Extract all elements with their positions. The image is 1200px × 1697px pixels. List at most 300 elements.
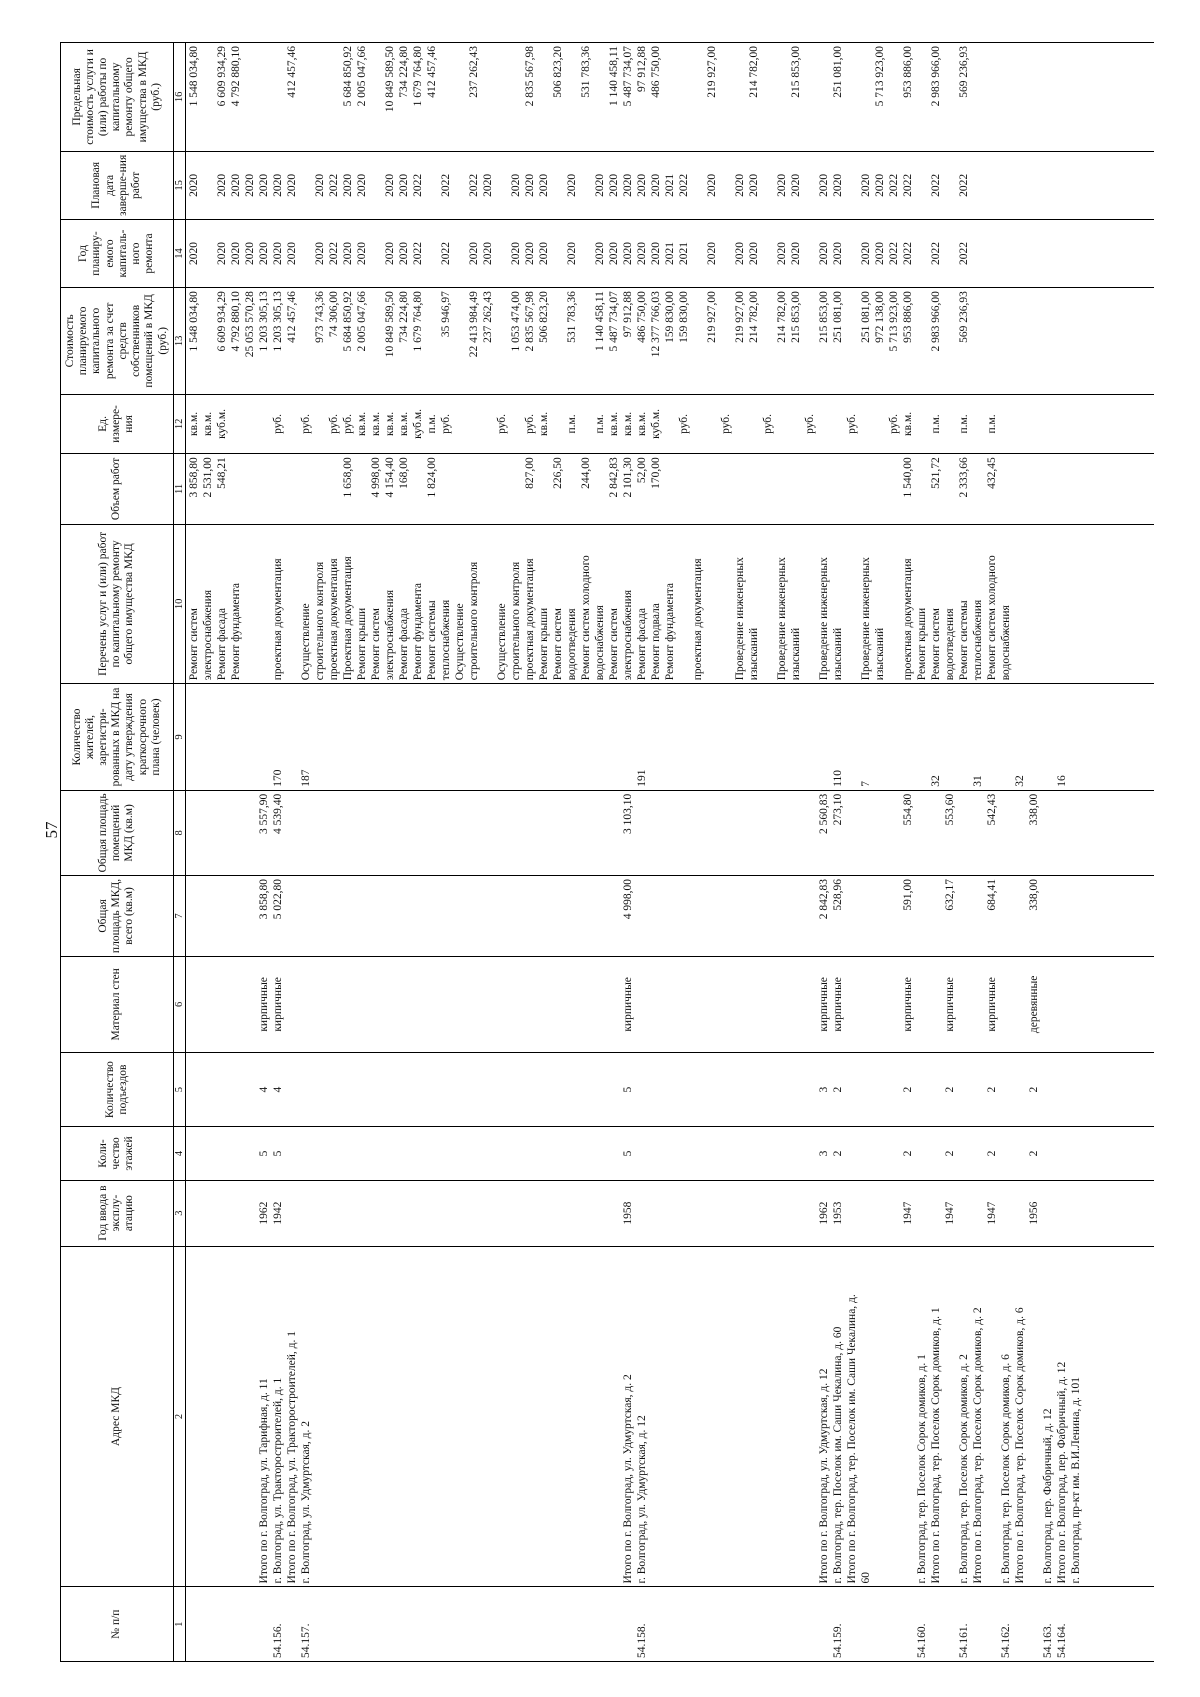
cell-line: 4 539,40 [271,793,284,835]
cell-line: 1947 [985,1201,998,1225]
cell-line: 226,50 [551,457,564,489]
premises-area-cell [185,790,1154,875]
cell-line [1083,291,1097,391]
cell-line [369,223,383,284]
cell-line [509,46,523,148]
cell-line [887,1590,901,1658]
cell-line: 2020 [355,242,368,266]
cell-line [1069,794,1083,872]
header-cell: Предельная стоимость услуги и (или) работы по капитальному ремонту общего имущества в МКД (руб.) [61,43,174,152]
cell-line [677,46,691,148]
rotated-table-wrapper [60,42,1180,1662]
cell-line [677,794,691,872]
cell-line [957,794,971,872]
cell-line: 2022 [887,173,900,197]
cell-line: 5 487 734,07 [621,46,634,107]
cell-line [705,879,719,953]
cell-line: г. Волгоград, пер. Фабричный, д. 12 [1041,1408,1054,1584]
cell-line [537,1250,551,1584]
cell-line: Проведение инженерных [817,557,830,681]
cell-line [663,1590,677,1658]
cell-line [999,223,1013,284]
cell-line [369,1130,383,1176]
cell-line: 2020 [789,173,802,197]
cell-line [411,960,425,1049]
cell-line [817,46,831,148]
cell-line [523,879,537,953]
cell-line [313,794,327,872]
address-cell [185,1246,1154,1587]
cell-line [1125,1130,1139,1176]
cell-line: руб. [299,413,312,434]
cell-line [439,1590,453,1658]
cell-line [397,1130,411,1176]
cell-line: 31 [971,775,984,787]
header-cell: Стоимость планируемого капитального ремонта за счет средств собственников помещений в МКД (руб.) [61,288,174,395]
cell-line [509,687,523,787]
cell-line [677,528,691,681]
cell-line [957,1184,971,1243]
cell-line: 2020 [607,173,620,197]
cell-line: 1 203 305,13 [257,291,270,352]
cell-line: 273,10 [831,793,844,826]
header-cell: Год ввода в эксплу-атацию [61,1180,174,1246]
cell-line [705,1130,719,1176]
cell-line: 1947 [901,1201,914,1225]
header-cell: № п/п [61,1587,174,1662]
cell-line [999,46,1013,148]
cell-line: 2020 [313,173,326,197]
cell-line [1055,223,1069,284]
cell-line: 2020 [831,242,844,266]
cell-line [719,1056,733,1124]
cell-line [621,687,635,787]
cell-line [1055,1184,1069,1243]
cell-line [1041,1056,1055,1124]
cell-line [453,1130,467,1176]
cell-line: 542,43 [985,793,998,826]
cell-line [439,1056,453,1124]
cell-line [243,398,257,451]
cell-line [1013,528,1027,681]
cell-line [495,879,509,953]
max-cost-cell [185,43,1154,152]
cell-line [1111,1056,1125,1124]
cell-line [691,879,705,953]
cell-line [733,1250,747,1584]
cell-line [789,879,803,953]
cell-line [243,1184,257,1243]
cell-line: 2020 [859,242,872,266]
cell-line [509,1250,523,1584]
cell-line [229,687,243,787]
cell-line [859,960,873,1049]
cell-line [369,960,383,1049]
cell-line [999,398,1013,451]
cell-line: строительного контроля [509,561,522,681]
cell-line: 2020 [733,173,746,197]
cell-line [369,46,383,148]
cell-line [789,1590,803,1658]
cell-line [747,879,761,953]
cell-line [467,879,481,953]
cell-line [971,879,985,953]
cell-line: кирпичные [985,977,998,1032]
cell-line: 2 560,83 [817,793,830,835]
cell-line [663,794,677,872]
cell-line [593,457,607,520]
cell-line [593,794,607,872]
cell-line [397,1056,411,1124]
cell-line [313,960,327,1049]
cell-line: 2020 [635,242,648,266]
cell-line [1013,1130,1027,1176]
cell-line: проектная документация [691,558,704,681]
cell-line [775,46,789,148]
cell-line: п.м. [593,414,606,434]
cell-line [285,687,299,787]
cell-line [509,1056,523,1124]
cell-line [971,291,985,391]
cell-line: 237 262,43 [481,291,494,343]
cell-line [1083,528,1097,681]
cell-line [215,960,229,1049]
cell-line [299,155,313,216]
cell-line [537,687,551,787]
cell-line [383,794,397,872]
cell-line: п.м. [957,414,970,434]
cell-line [873,398,887,451]
cell-line [845,457,859,520]
cell-line [817,398,831,451]
cell-line [565,879,579,953]
cell-line [971,1056,985,1124]
cell-line [789,457,803,520]
cell-line: 338,00 [1027,793,1040,826]
cell-line: кирпичные [271,977,284,1032]
cell-line [1097,1250,1111,1584]
cell-line [1013,155,1027,216]
cell-line [957,687,971,787]
cell-line [635,1130,649,1176]
cell-line: 1962 [817,1201,830,1225]
cell-line [565,457,579,520]
cell-line [1069,687,1083,787]
cell-line [985,1250,999,1584]
cell-line: Итого по г. Волгоград, ул. Удмуртская, д. 12 [817,1368,830,1584]
cell-line [201,155,215,216]
cell-line: электроснабжения [201,589,214,681]
cell-line: 2022 [929,242,942,266]
column-number: 1 [173,1587,185,1662]
cell-line [789,1184,803,1243]
floors-cell [185,1127,1154,1180]
cell-line [1013,794,1027,872]
cell-line: 2020 [775,173,788,197]
cell-line [509,1130,523,1176]
cell-line: 5 684 850,92 [341,46,354,107]
cell-line [383,960,397,1049]
cell-line [411,1130,425,1176]
cell-line [495,1250,509,1584]
cell-line [971,960,985,1049]
cell-line [859,1056,873,1124]
cell-line [677,1184,691,1243]
cell-line [579,1250,593,1584]
cell-line [313,879,327,953]
cell-line [943,457,957,520]
cell-line: п.м. [985,414,998,434]
cell-line [873,1130,887,1176]
cell-line: деревянные [1027,975,1040,1034]
cell-line [691,1130,705,1176]
cell-line [565,1250,579,1584]
cell-line [1027,398,1041,451]
cell-line [215,1250,229,1584]
cell-line: 2020 [789,242,802,266]
cell-line: 2 835 567,98 [523,46,536,107]
cell-line: 734 224,80 [397,291,410,343]
cell-line: 4 [271,1086,284,1093]
column-number: 2 [173,1246,185,1587]
cell-line: проектная документация [327,558,340,681]
cell-line: 110 [831,769,844,787]
cell-line: руб. [523,413,536,434]
cell-line [607,794,621,872]
cell-line: руб. [845,413,858,434]
cell-line: 2022 [411,242,424,266]
cell-line [509,398,523,451]
cell-line [369,1056,383,1124]
cell-line [229,457,243,520]
cell-line: п.м. [565,414,578,434]
cell-line [761,223,775,284]
cell-line: руб. [327,413,340,434]
cell-line [299,960,313,1049]
cell-line [761,1184,775,1243]
cell-line [299,1130,313,1176]
cell-line: водоотведения [565,608,578,681]
cell-line [495,457,509,520]
cell-line [957,1130,971,1176]
cell-line [1069,223,1083,284]
cell-line [453,1590,467,1658]
cell-line: 2020 [733,242,746,266]
cell-line [859,1130,873,1176]
cell-line [1083,1250,1097,1584]
cell-line [299,794,313,872]
cell-line [593,1590,607,1658]
cell-line: п.м. [425,414,438,434]
cell-line [551,155,565,216]
cell-line: 2020 [229,173,242,197]
cell-line [1041,1184,1055,1243]
cell-line [999,687,1013,787]
cell-line [579,1184,593,1243]
cell-line: 251 081,00 [831,46,844,98]
cell-line [803,879,817,953]
cell-line: Итого по г. Волгоград, ул. Удмуртская, д. 2 [621,1374,634,1584]
cell-line [789,398,803,451]
cell-line: 1953 [831,1201,844,1225]
year-built-cell [185,1180,1154,1246]
cell-line [1055,879,1069,953]
cell-line [915,398,929,451]
cell-line: 553,60 [943,793,956,826]
cell-line [299,46,313,148]
cell-line [971,1590,985,1658]
cell-line: кирпичные [943,977,956,1032]
cell-line: г. Волгоград, пр-кт им. В.И.Ленина, д. 101 [1069,1376,1082,1584]
cell-line [313,1590,327,1658]
cell-line [1083,879,1097,953]
cell-line [999,794,1013,872]
cell-line [257,398,271,451]
cell-line [285,528,299,681]
cell-line [215,687,229,787]
cell-line [551,794,565,872]
cell-line [467,1184,481,1243]
cell-line [943,46,957,148]
cell-line [481,687,495,787]
cell-line: 5 713 923,00 [887,291,900,352]
cell-line: 1956 [1027,1201,1040,1225]
cell-line [1111,1590,1125,1658]
cell-line: 2020 [831,173,844,197]
column-number-row [173,43,185,1662]
cell-line: 2020 [397,242,410,266]
cell-line: 251 081,00 [859,291,872,343]
cell-line: 2 [831,1086,844,1093]
cell-line [299,1056,313,1124]
cell-line: 2020 [383,173,396,197]
cell-line: 2020 [649,173,662,197]
cell-line: теплоснабжения [971,599,984,681]
cell-line [1069,398,1083,451]
cell-line [985,687,999,787]
cell-line: электроснабжения [621,589,634,681]
cell-line: руб. [271,413,284,434]
cell-line: 2021 [663,242,676,266]
cell-line [803,223,817,284]
cell-line [551,1130,565,1176]
cell-line [761,457,775,520]
cell-line: изысканий [789,627,802,681]
cell-line [957,960,971,1049]
cell-line: 4 792 880,10 [229,291,242,352]
cell-line [1055,291,1069,391]
cell-line [495,794,509,872]
cell-line: 2020 [341,173,354,197]
cell-line: Итого по г. Волгоград, ул. Тарифная, д. 11 [257,1378,270,1584]
cell-line [1097,155,1111,216]
cell-line: Ремонт фундамента [229,583,242,681]
cell-line: 2 [943,1086,956,1093]
cell-line: 32 [1013,775,1026,787]
cell-line: 2020 [859,173,872,197]
cell-line: 1 679 764,80 [411,46,424,107]
cell-line [1013,879,1027,953]
cell-line: 2020 [705,242,718,266]
column-number: 8 [173,790,185,875]
cell-line [1013,223,1027,284]
cell-line [1055,528,1069,681]
cell-line [537,879,551,953]
cell-line [929,1590,943,1658]
cell-line [803,1130,817,1176]
cell-line [355,960,369,1049]
cell-line [887,687,901,787]
cell-line [453,223,467,284]
cell-line [775,457,789,520]
cell-line [229,1184,243,1243]
cell-line: 219 927,00 [705,291,718,343]
cell-line: 632,17 [943,879,956,911]
cell-line [873,457,887,520]
cell-line [803,794,817,872]
cell-line [691,1056,705,1124]
cell-line [327,46,341,148]
cell-line [649,1184,663,1243]
cell-line [733,1184,747,1243]
cell-line [915,960,929,1049]
cell-line [719,960,733,1049]
volume-cell [185,454,1154,524]
cell-line [537,960,551,1049]
cell-line: Итого по г. Волгоград, тер. Поселок Сорок домиков, д. 6 [1013,1307,1026,1584]
cell-line: кирпичные [257,977,270,1032]
cell-line: 2 [985,1086,998,1093]
cell-line [565,960,579,1049]
cell-line [355,1184,369,1243]
cell-line [495,687,509,787]
cell-line [593,1250,607,1584]
cell-line [355,794,369,872]
cell-line: проектная документация [523,558,536,681]
cell-line [649,1056,663,1124]
cell-line [677,1056,691,1124]
cell-line [691,291,705,391]
cell-line: 2020 [817,173,830,197]
header-cell: Перечень услуг и (или) работ по капитальному ремонту общего имущества МКД [61,524,174,684]
cell-line: 54.162. [999,1623,1012,1658]
cell-line [495,1184,509,1243]
cell-line [579,155,593,216]
cell-line [859,46,873,148]
cell-line: Ремонт фундамента [663,583,676,681]
cell-line [229,1590,243,1658]
cell-line [299,291,313,391]
cell-line [523,1590,537,1658]
cell-line [999,960,1013,1049]
cell-line [299,223,313,284]
cell-line [551,1056,565,1124]
cell-line [733,879,747,953]
cell-line [1069,1056,1083,1124]
cell-line: кв.м. [187,411,200,436]
cell-line: 2020 [467,242,480,266]
cell-line: Ремонт систем [187,608,200,681]
cell-line [663,398,677,451]
cell-line [187,879,201,953]
cell-line [355,457,369,520]
cell-line: Ремонт системы [425,600,438,681]
cell-line [971,398,985,451]
cell-line [425,223,439,284]
cell-line [425,1184,439,1243]
cell-line: 412 457,46 [285,291,298,343]
cell-line: 54.158. [635,1623,648,1658]
